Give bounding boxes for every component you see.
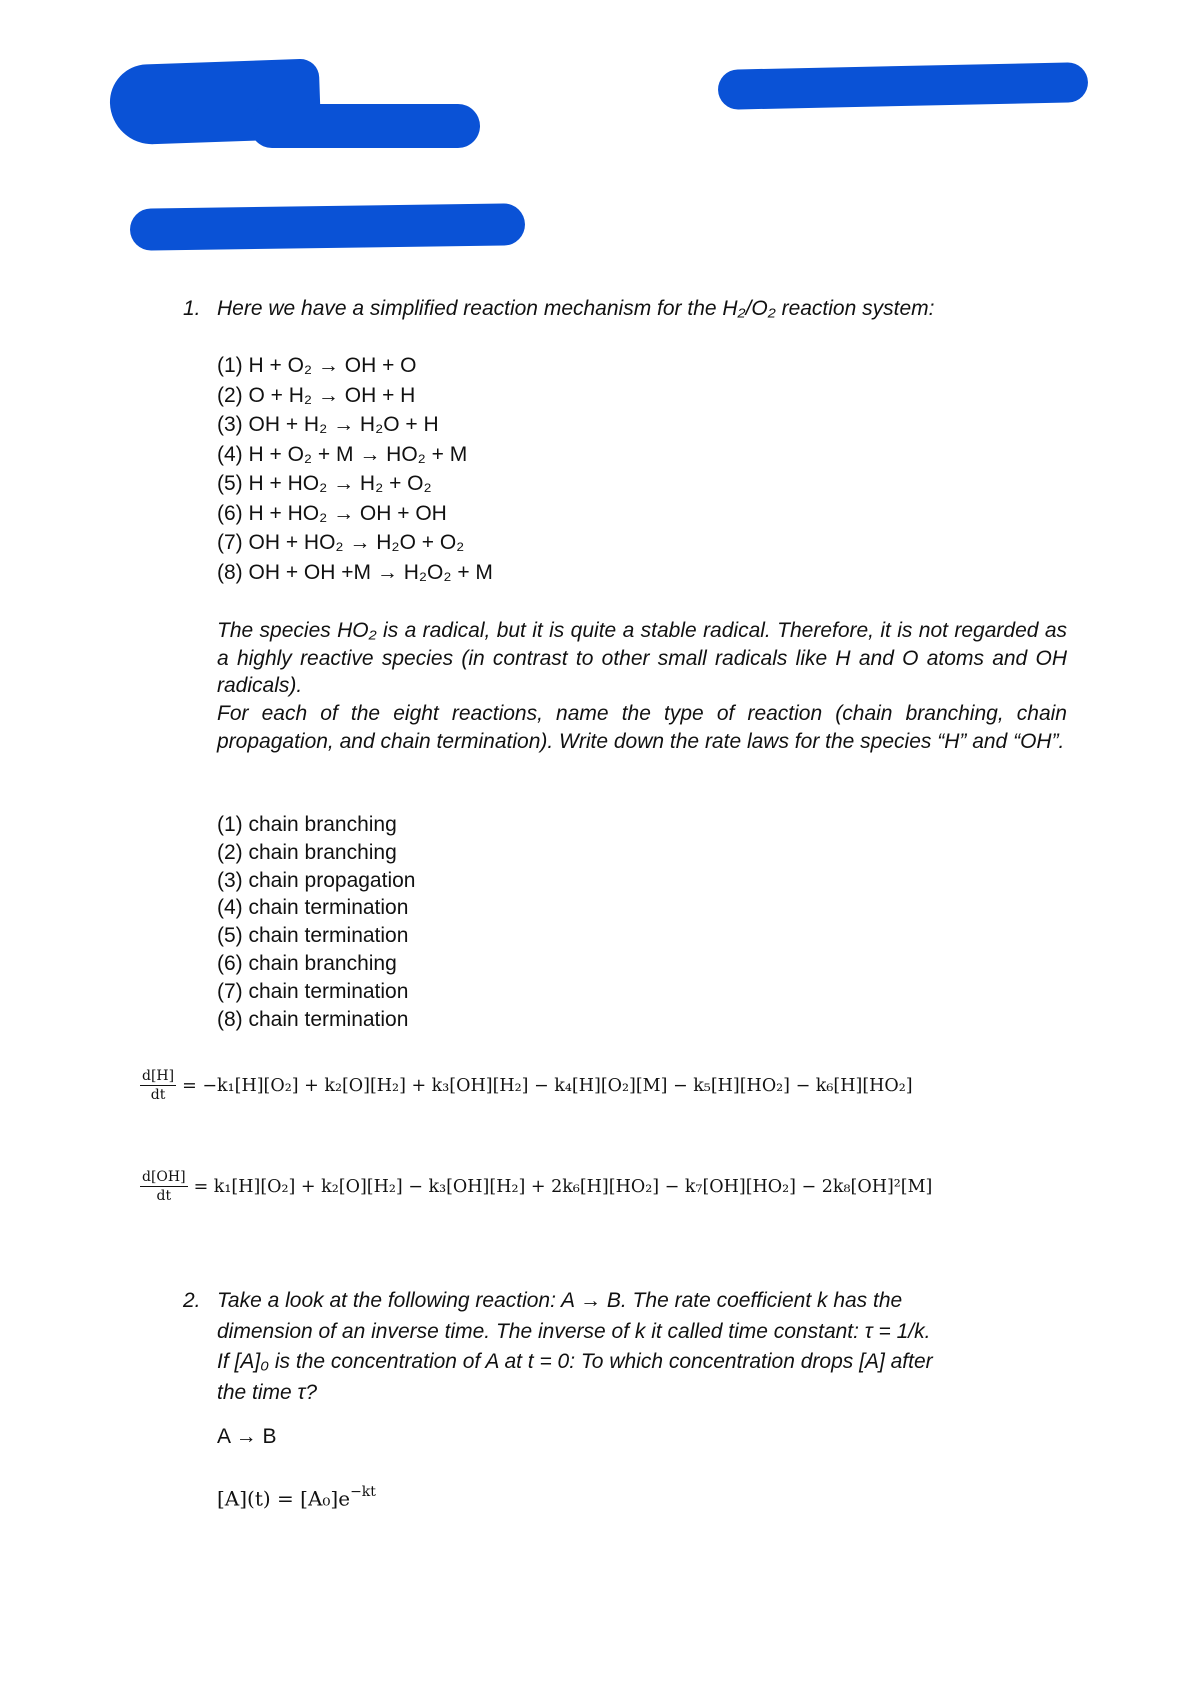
answer-6: (6) chain branching bbox=[217, 951, 397, 975]
answer-3: (3) chain propagation bbox=[217, 868, 416, 892]
redaction-id-line bbox=[130, 203, 526, 251]
rate-law-oh-numerator: d[OH] bbox=[142, 1169, 186, 1185]
question-2-prompt-line-3: If [A]₀ is the concentration of A at t = 0: To which concentration drops [A] after bbox=[217, 1350, 933, 1373]
answer-2: (2) chain branching bbox=[217, 840, 397, 864]
rate-law-h-rhs: = −k₁[H][O₂] + k₂[O][H₂] + k₃[OH][H₂] − k₄[H][O₂][M] − k₅[H][HO₂] − k₆[H][HO₂] bbox=[182, 1075, 913, 1096]
answer-7: (7) chain termination bbox=[217, 979, 409, 1003]
reaction-7: (7) OH + HO₂ → H₂O + O₂ bbox=[217, 531, 465, 554]
reaction-type-answers bbox=[217, 811, 415, 1033]
reaction-4: (4) H + O₂ + M → HO₂ + M bbox=[217, 442, 468, 466]
answer-5: (5) chain termination bbox=[217, 924, 409, 948]
question-1-number: 1. bbox=[183, 297, 201, 320]
rate-law-h bbox=[140, 1068, 913, 1103]
reaction-5: (5) H + HO₂ → H₂ + O₂ bbox=[217, 472, 432, 495]
answer-4: (4) chain termination bbox=[217, 896, 409, 920]
question-2-prompt-line-4: the time τ? bbox=[217, 1380, 318, 1404]
answer-8: (8) chain termination bbox=[217, 1007, 409, 1031]
question-2-prompt-line-1: Take a look at the following reaction: A → B. The rate coefficient k has the bbox=[217, 1289, 903, 1312]
reaction-8: (8) OH + OH +M → H₂O₂ + M bbox=[217, 560, 493, 584]
question-1-prompt: Here we have a simplified reaction mechanism for the H₂/O₂ reaction system: bbox=[217, 297, 935, 320]
rate-law-oh-denominator: dt bbox=[156, 1188, 172, 1204]
rate-law-oh bbox=[140, 1169, 932, 1204]
reaction-3: (3) OH + H₂ → H₂O + H bbox=[217, 413, 439, 436]
redaction-header-right bbox=[718, 62, 1089, 110]
question-1-paragraph-radical: The species HO₂ is a radical, but it is quite a stable radical. Therefore, it is not regarded as a highly reactive species (in contrast to other small radicals like H and O atoms and OH radicals). bbox=[217, 619, 1067, 697]
reaction-1: (1) H + O₂ → OH + O bbox=[217, 354, 417, 377]
rate-law-h-numerator: d[H] bbox=[142, 1068, 175, 1084]
question-2-solution bbox=[217, 1481, 376, 1512]
rate-law-oh-rhs: = k₁[H][O₂] + k₂[O][H₂] − k₃[OH][H₂] + 2k₆[H][HO₂] − k₇[OH][HO₂] − 2k₈[OH]²[M] bbox=[193, 1176, 933, 1197]
question-2-prompt-line-2: dimension of an inverse time. The inverse of k it called time constant: τ = 1/k. bbox=[217, 1319, 931, 1343]
question-1-paragraph-task: For each of the eight reactions, name the type of reaction (chain branching, chain propagation, and chain termination). Write down the rate laws for the species “H” and “OH”. bbox=[217, 702, 1067, 753]
redaction-name-block-ext bbox=[250, 104, 480, 148]
reaction-2: (2) O + H₂ → OH + H bbox=[217, 383, 416, 407]
question-2-reaction: A → B bbox=[217, 1425, 277, 1448]
question-2-prompt bbox=[217, 1286, 933, 1408]
reaction-6: (6) H + HO₂ → OH + OH bbox=[217, 501, 447, 525]
rate-law-h-denominator: dt bbox=[150, 1087, 166, 1103]
question-2-solution-exponent: −kt bbox=[350, 1484, 376, 1500]
rate-law-oh-fraction bbox=[140, 1169, 188, 1204]
question-2-number: 2. bbox=[183, 1289, 201, 1312]
question-2-solution-base: [A](t) = [A₀]e bbox=[217, 1486, 351, 1511]
rate-law-h-fraction bbox=[140, 1068, 176, 1103]
answer-1: (1) chain branching bbox=[217, 813, 397, 836]
reaction-mechanism-list bbox=[217, 351, 493, 587]
